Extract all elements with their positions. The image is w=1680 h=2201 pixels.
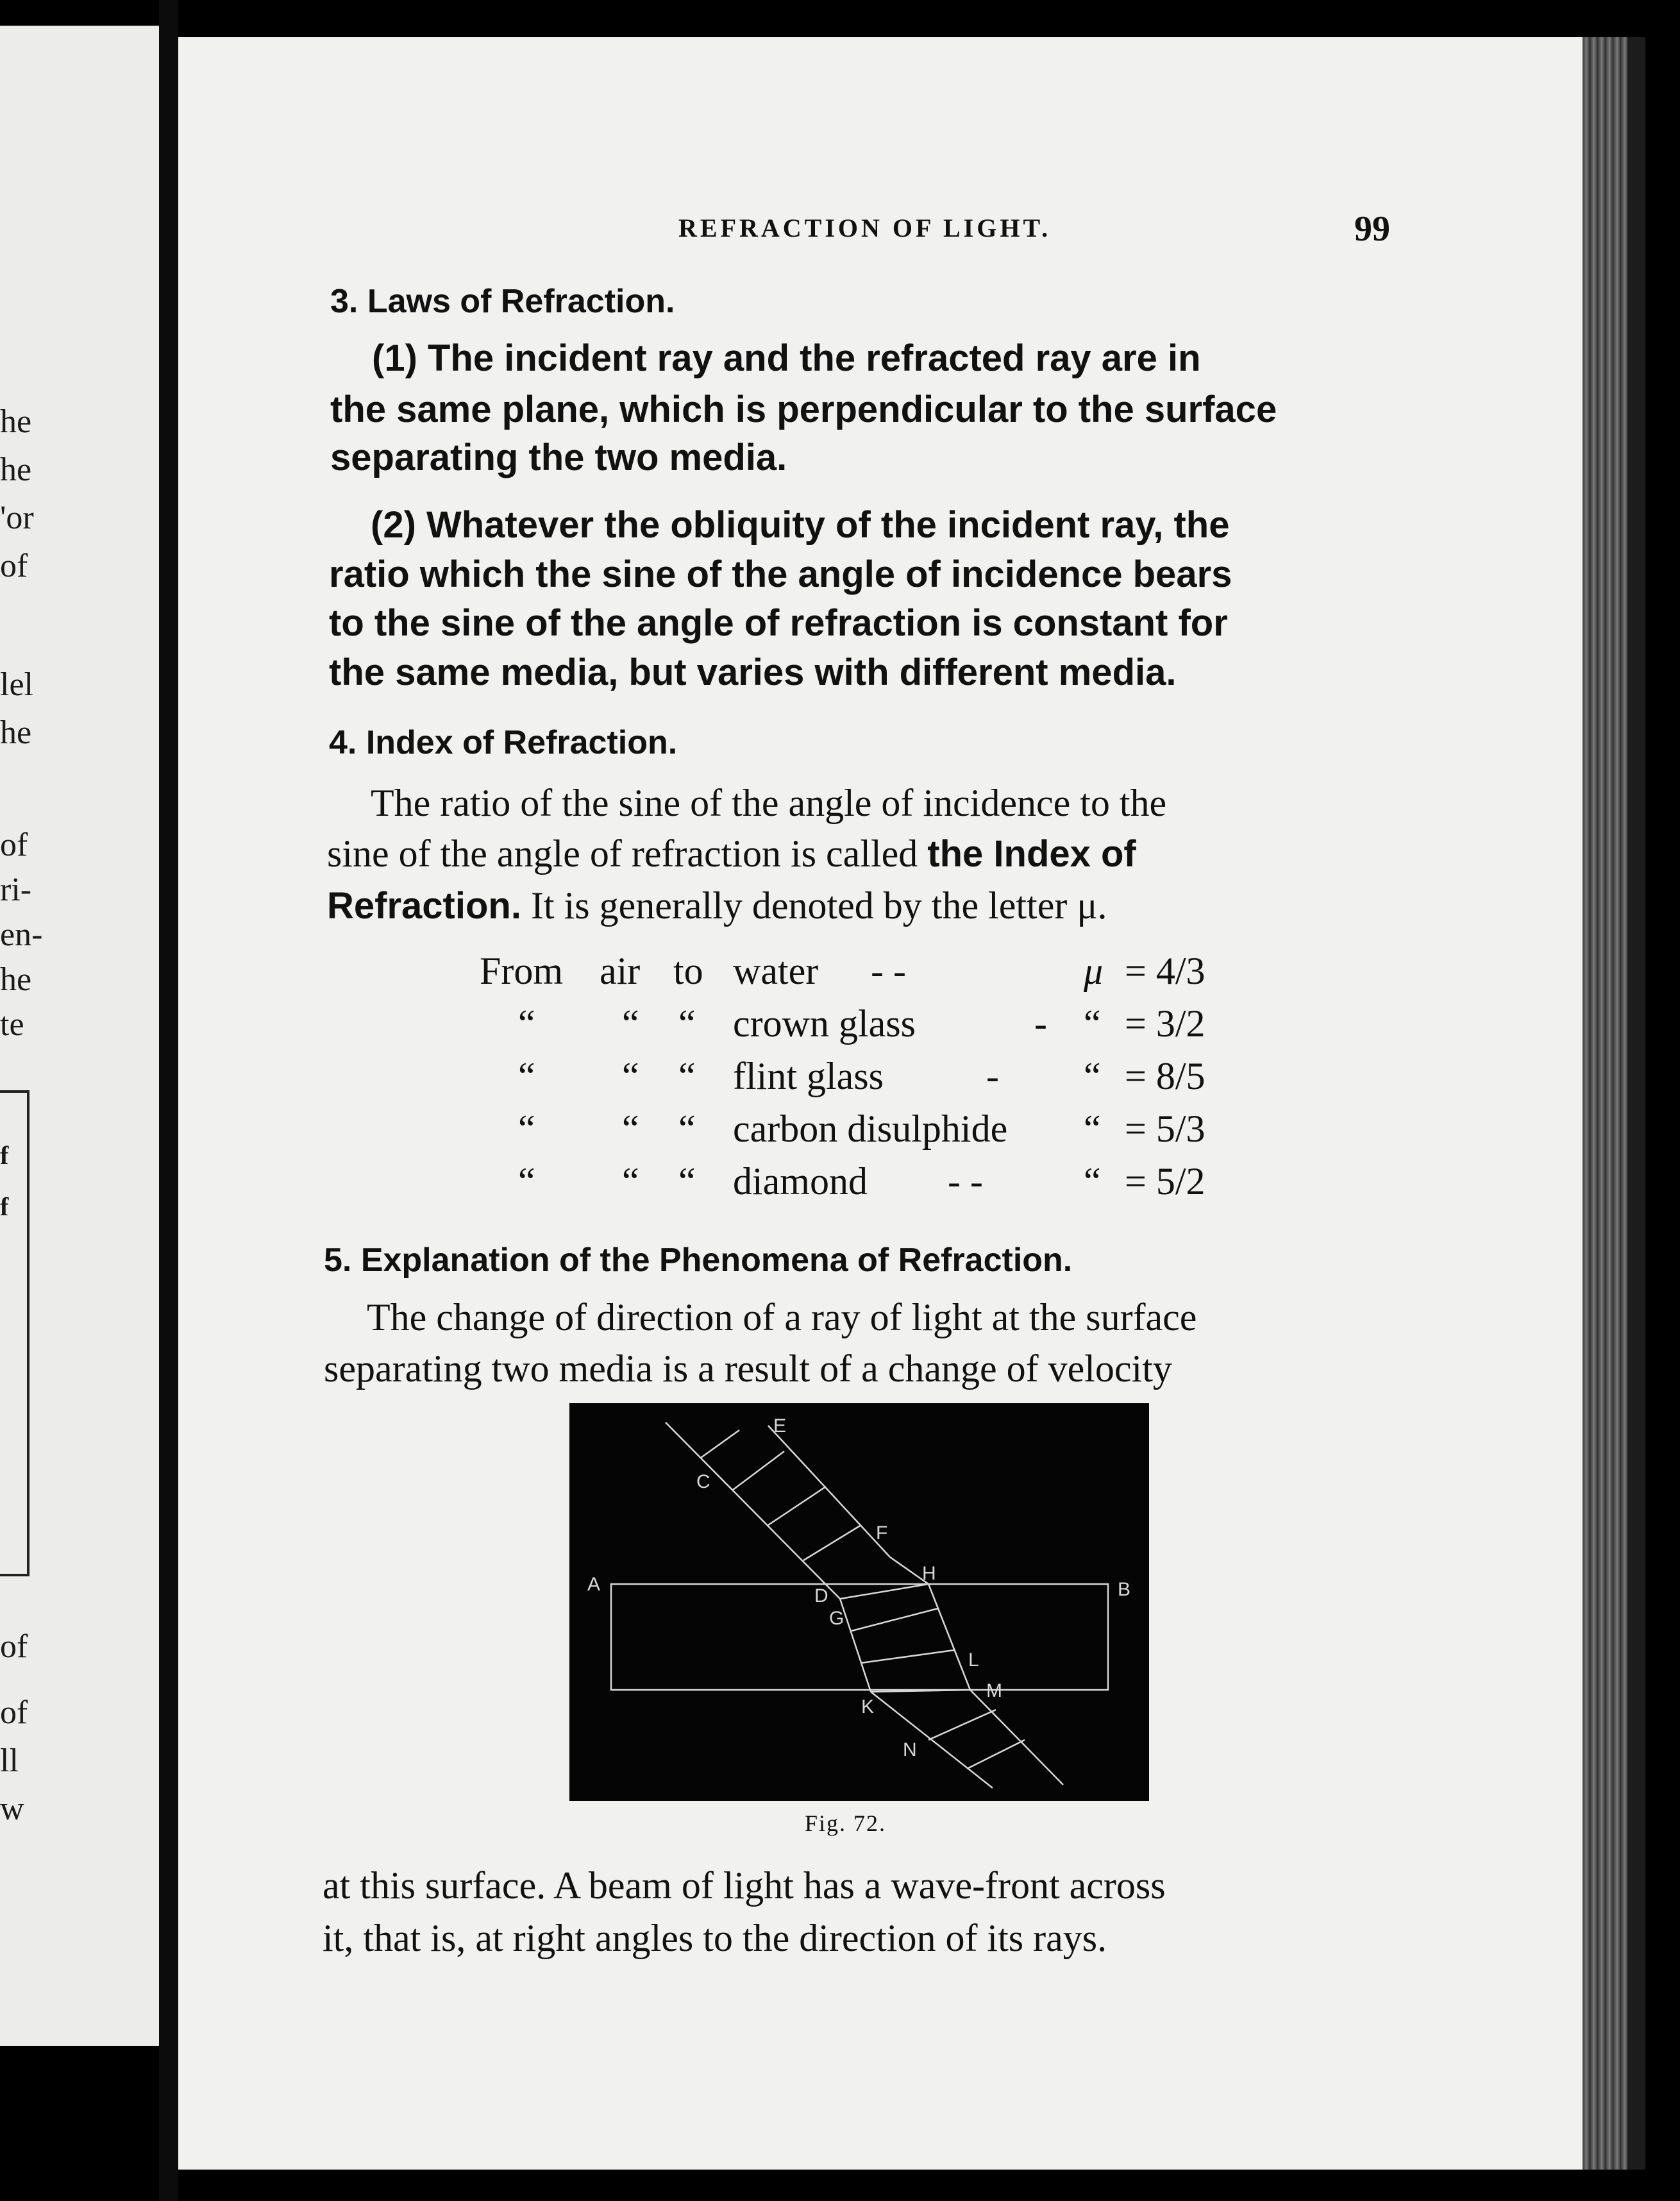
beam-edge-refracted-right <box>928 1584 970 1690</box>
wave-front <box>803 1525 861 1560</box>
explanation-paragraph-line: at this surface. A beam of light has a wave-front across <box>323 1864 1166 1907</box>
figure-label: F <box>876 1522 888 1544</box>
beam-edge-refracted-left <box>840 1599 871 1692</box>
table-symbol: “ <box>1084 1160 1101 1202</box>
table-prefix: “ <box>678 1055 696 1097</box>
running-header: REFRACTION OF LIGHT. <box>678 214 1052 242</box>
beam-edge-incident-left <box>666 1422 840 1599</box>
left-fragment: of <box>0 827 28 863</box>
wave-front <box>840 1584 928 1599</box>
table-prefix: “ <box>678 1160 696 1202</box>
wave-front <box>701 1430 739 1458</box>
table-prefix: “ <box>518 1108 535 1150</box>
section-heading-laws: 3. Laws of Refraction. <box>330 283 675 320</box>
index-paragraph-text: sine of the angle of refraction is called <box>327 832 918 875</box>
law1-line: separating the two media. <box>330 437 787 478</box>
law2-line: (2) Whatever the obliquity of the incident ray, the <box>371 504 1230 546</box>
table-value: = 5/3 <box>1125 1108 1205 1150</box>
wave-front <box>928 1710 996 1740</box>
left-fragment: en- <box>0 916 43 953</box>
left-fragment: he <box>0 961 32 998</box>
refraction-index-table <box>480 949 1249 1219</box>
figure-label: D <box>814 1585 828 1606</box>
beam-edge-emergent-left <box>871 1692 993 1788</box>
left-page-edge <box>0 26 159 2046</box>
law1-line: the same plane, which is perpendicular to the surface <box>330 389 1277 430</box>
left-fragment: of <box>0 1628 28 1665</box>
figure-label: K <box>861 1696 875 1717</box>
table-prefix: “ <box>518 1002 535 1045</box>
table-medium: carbon disulphide <box>733 1108 1008 1150</box>
table-prefix: “ <box>622 1160 639 1202</box>
figure-caption: Fig. 72. <box>805 1810 887 1836</box>
section-heading-explanation: 5. Explanation of the Phenomena of Refraction. <box>324 1242 1073 1279</box>
table-prefix: to <box>673 950 703 992</box>
page-stack-edge <box>1583 37 1627 2170</box>
index-paragraph-text: It is generally denoted by the letter μ. <box>530 884 1107 927</box>
table-symbol: μ <box>1084 950 1104 992</box>
law2-line: the same media, but varies with different media. <box>329 652 1177 693</box>
explanation-paragraph-line: it, that is, at right angles to the direction of its rays. <box>323 1917 1107 1959</box>
table-medium: flint glass <box>733 1055 884 1097</box>
law1-line: (1) The incident ray and the refracted ray are in <box>372 337 1201 379</box>
table-prefix: “ <box>518 1055 535 1097</box>
book-gutter <box>159 0 178 2201</box>
section-heading-index: 4. Index of Refraction. <box>329 724 678 761</box>
wave-front <box>967 1740 1025 1769</box>
table-symbol: “ <box>1084 1002 1101 1045</box>
left-fragment: w <box>0 1791 24 1827</box>
table-medium: crown glass <box>733 1002 916 1045</box>
table-value: = 4/3 <box>1125 950 1205 992</box>
figure-label: B <box>1118 1579 1131 1600</box>
left-fragment: of <box>0 548 28 584</box>
figure-label: A <box>587 1574 601 1595</box>
table-leader: - - <box>948 1160 983 1202</box>
explanation-paragraph-line: The change of direction of a ray of light at the surface <box>367 1296 1197 1338</box>
law2-line: ratio which the sine of the angle of incidence bears <box>329 553 1232 595</box>
table-prefix: “ <box>622 1108 639 1150</box>
left-fragment: lel <box>0 666 33 703</box>
refraction-diagram-svg <box>569 1403 1149 1801</box>
table-symbol: “ <box>1084 1055 1101 1097</box>
figure-label: E <box>773 1415 787 1437</box>
left-fragment: f <box>0 1192 9 1221</box>
table-prefix: “ <box>622 1055 639 1097</box>
table-prefix: From <box>480 950 564 992</box>
figure-label: G <box>829 1608 844 1629</box>
figure-label: C <box>696 1471 710 1492</box>
left-fragment: he <box>0 714 32 751</box>
glass-slab-outline <box>611 1584 1108 1690</box>
figure-label: H <box>922 1563 936 1584</box>
beam-edge-emergent-right <box>970 1690 1063 1785</box>
table-value: = 8/5 <box>1125 1055 1205 1097</box>
figure-label: N <box>903 1739 917 1760</box>
figure-label: L <box>968 1649 979 1671</box>
figure-72-refraction-diagram <box>569 1403 1149 1801</box>
table-prefix: “ <box>678 1108 696 1150</box>
wave-front <box>733 1451 784 1490</box>
table-value: = 3/2 <box>1125 1002 1205 1045</box>
page-number: 99 <box>1354 209 1390 249</box>
left-fragment: f <box>0 1141 9 1170</box>
index-term-bold: Refraction. <box>327 885 521 927</box>
index-term-bold: the Index of <box>927 833 1136 875</box>
table-symbol: “ <box>1084 1108 1101 1150</box>
table-leader: - <box>1034 1002 1047 1045</box>
index-paragraph-line <box>327 832 1136 876</box>
table-leader: - <box>986 1055 999 1097</box>
table-medium: diamond <box>733 1160 868 1202</box>
left-fragment: he <box>0 403 32 440</box>
wave-front <box>852 1608 938 1631</box>
table-medium: water <box>733 950 819 992</box>
table-prefix: “ <box>622 1002 639 1045</box>
left-fragment: of <box>0 1694 28 1731</box>
wave-front <box>861 1650 954 1663</box>
left-fragment: he <box>0 451 32 488</box>
table-leader: - - <box>871 950 906 992</box>
beam-edge-incident-right <box>768 1426 890 1557</box>
law2-line: to the sine of the angle of refraction is constant for <box>329 602 1228 644</box>
index-paragraph-line <box>327 884 1107 928</box>
left-fragment: ll <box>0 1742 19 1779</box>
table-value: = 5/2 <box>1125 1160 1205 1202</box>
table-prefix: “ <box>518 1160 535 1202</box>
left-fragment: 'or <box>0 500 34 536</box>
left-page-box <box>0 1090 29 1576</box>
left-fragment: te <box>0 1006 24 1043</box>
cover-edge <box>1627 37 1645 2170</box>
table-prefix: air <box>600 950 641 992</box>
figure-label: M <box>986 1680 1002 1701</box>
index-paragraph-line: The ratio of the sine of the angle of incidence to the <box>371 782 1167 824</box>
table-prefix: “ <box>678 1002 696 1045</box>
wave-front <box>768 1487 826 1525</box>
explanation-paragraph-line: separating two media is a result of a change of velocity <box>324 1347 1172 1390</box>
left-fragment: ri- <box>0 872 32 908</box>
